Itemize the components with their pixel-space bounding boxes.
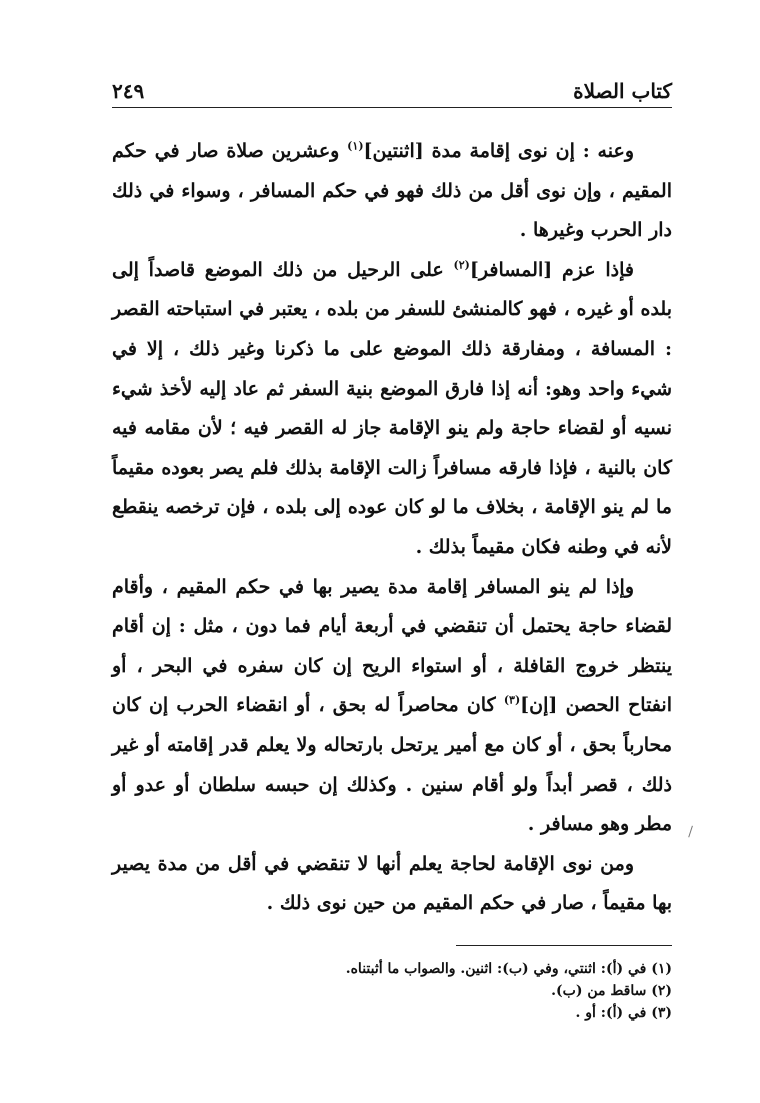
footnote: (٣) في (أ): أو .: [575, 1005, 672, 1021]
footnote-ref: (١): [347, 139, 364, 153]
footnote: (١) في (أ): اثنتي، وفي (ب): اثنين. والصواب ما أثبتناه.: [345, 961, 672, 977]
footnote: (٢) ساقط من (ب).: [551, 983, 672, 999]
page-number: ٢٤٩: [112, 79, 145, 103]
header-rule: [112, 107, 672, 108]
paragraph: [112, 568, 672, 845]
paragraph: [112, 251, 672, 568]
footnote-ref: (٢): [453, 258, 470, 272]
margin-tick-mark: [688, 826, 696, 839]
footnote-ref: (٣): [503, 693, 521, 707]
text-run: وعنه : إن نوى إقامة مدة [اثنتين]: [363, 140, 634, 162]
text-run: كان محاصراً له بحق ، أو انقضاء الحرب إن كان محارباً بحق ، أو كان مع أمير يرتحل بارتحاله ولا يعلم قدر إقامته أو غير ذلك ، قصر أبداً ولو أقام سنين . وكذلك إن حبسه سلطان أو عدو أو مطر وهو مسافر .: [112, 694, 672, 836]
paragraph: [112, 132, 672, 251]
footnote-rule: [456, 945, 672, 946]
text-run: وإذا لم ينو المسافر إقامة مدة يصير بها في حكم المقيم ، وأقام لقضاء حاجة يحتمل أن تنقضي في أربعة أيام فما دون ، مثل : إن أقام ينتظر خروج القافلة ، أو استواء الريح إن كان سفره في البحر ، أو انفتاح الحصن [إن]: [112, 575, 672, 717]
footnotes: [112, 958, 672, 1024]
paragraph: [112, 845, 672, 924]
text-run: ومن نوى الإقامة لحاجة يعلم أنها لا تنقضي في أقل من مدة يصير بها مقيماً ، صار في حكم المقيم من حين نوى ذلك .: [112, 852, 672, 915]
text-run: فإذا عزم [المسافر]: [469, 258, 634, 281]
running-head: [112, 78, 672, 106]
main-text: [112, 132, 672, 924]
chapter-title: كتاب الصلاة: [573, 79, 672, 103]
text-run: وعشرين صلاة صار في حكم المقيم ، وإن نوى أقل من ذلك فهو في حكم المسافر ، وسواء في ذلك دار الحرب وغيرها .: [112, 140, 672, 242]
text-run: على الرحيل من ذلك الموضع قاصداً إلى بلده أو غيره ، فهو كالمنشئ للسفر من بلده ، يعتبر في استباحته القصر : المسافة ، ومفارقة ذلك الموضع على ما ذكرنا وغير ذلك ، إلا في شيء واحد وهو: أنه إذا فارق الموضع بنية السفر ثم عاد إليه لأخذ شيء نسيه أو لقضاء حاجة ولم ينو الإقامة جاز له القصر فيه ؛ لأن مقامه فيه كان بالنية ، فإذا فارقه مسافراً زالت الإقامة بذلك فلم يصر بعوده مقيماً ما لم ينو الإقامة ، بخلاف ما لو كان عوده إلى بلده ، فإن ترخصه ينقطع لأنه في وطنه فكان مقيماً بذلك .: [112, 258, 672, 558]
